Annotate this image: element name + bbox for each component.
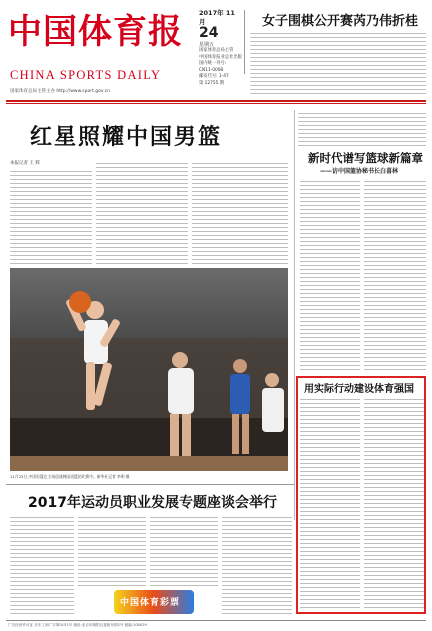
divider xyxy=(244,10,245,74)
right-story-text-col1 xyxy=(300,178,360,372)
bottom-story-text-col3 xyxy=(150,514,218,586)
issue-year-month: 2017年 11月 xyxy=(199,9,235,26)
lead-story-text-col3 xyxy=(192,160,288,264)
top-story-text xyxy=(250,30,426,96)
column-divider xyxy=(294,110,295,520)
masthead-title-en: CHINA SPORTS DAILY xyxy=(10,68,162,82)
lead-story-text-col1 xyxy=(10,168,92,264)
lead-story-text-col2 xyxy=(96,160,188,264)
lead-story-title[interactable]: 红星照耀中国男篮 xyxy=(30,125,223,150)
bottom-story-text-col4 xyxy=(222,514,292,614)
right-story-text-col2 xyxy=(364,178,426,372)
bottom-story-text-col1 xyxy=(10,514,74,616)
bottom-story-text-col2 xyxy=(78,514,146,586)
lottery-badge xyxy=(114,590,194,614)
lead-story-byline: 本报记者 王 辉 xyxy=(10,161,40,166)
issue-weekday: 星期五 xyxy=(199,42,215,48)
right-story-subtitle: ——访中国篮协秘书长白喜林 xyxy=(320,168,399,175)
masthead-title: 中国体育报 xyxy=(8,12,183,52)
issue-date xyxy=(199,8,241,48)
right-top-text xyxy=(298,110,426,146)
header-rule-thin xyxy=(6,103,426,104)
publication-info: 国家体育总局主管 中国体育报业总社出版 国内统一刊号: CN11-0008 邮发代号: 1-47 第 12755 期 xyxy=(199,48,242,86)
top-story-title[interactable]: 女子围棋公开赛芮乃伟折桂 xyxy=(262,14,419,29)
bottom-rule xyxy=(6,484,294,485)
footer-rule xyxy=(6,620,426,621)
commentary-text-col1 xyxy=(300,396,360,610)
commentary-title[interactable]: 用实际行动建设体育强国 xyxy=(304,384,414,395)
masthead-subline: 国家体育总局主管主办 http://www.sport.gov.cn xyxy=(10,89,110,94)
issue-day: 24 xyxy=(199,25,219,41)
lottery-badge-label: 中国体育彩票 xyxy=(120,598,181,608)
header-rule xyxy=(6,100,426,102)
basketball-photo-graphic xyxy=(10,268,288,471)
commentary-text-col2 xyxy=(364,396,424,610)
footer-text: 广告经营许可证 京东工商广字第0151号 地址:北京市朝阳区惠新东街2号 邮编:100029 xyxy=(8,623,147,627)
right-story-title[interactable]: 新时代谱写篮球新篇章 xyxy=(308,151,423,165)
bottom-story-title[interactable]: 2017年运动员职业发展专题座谈会举行 xyxy=(28,495,277,511)
photo-caption: 11月23日,中国男篮在主场迎战韩国男篮的比赛中。新华社记者 李明 摄 xyxy=(10,474,130,479)
basketball-photo xyxy=(10,268,288,471)
